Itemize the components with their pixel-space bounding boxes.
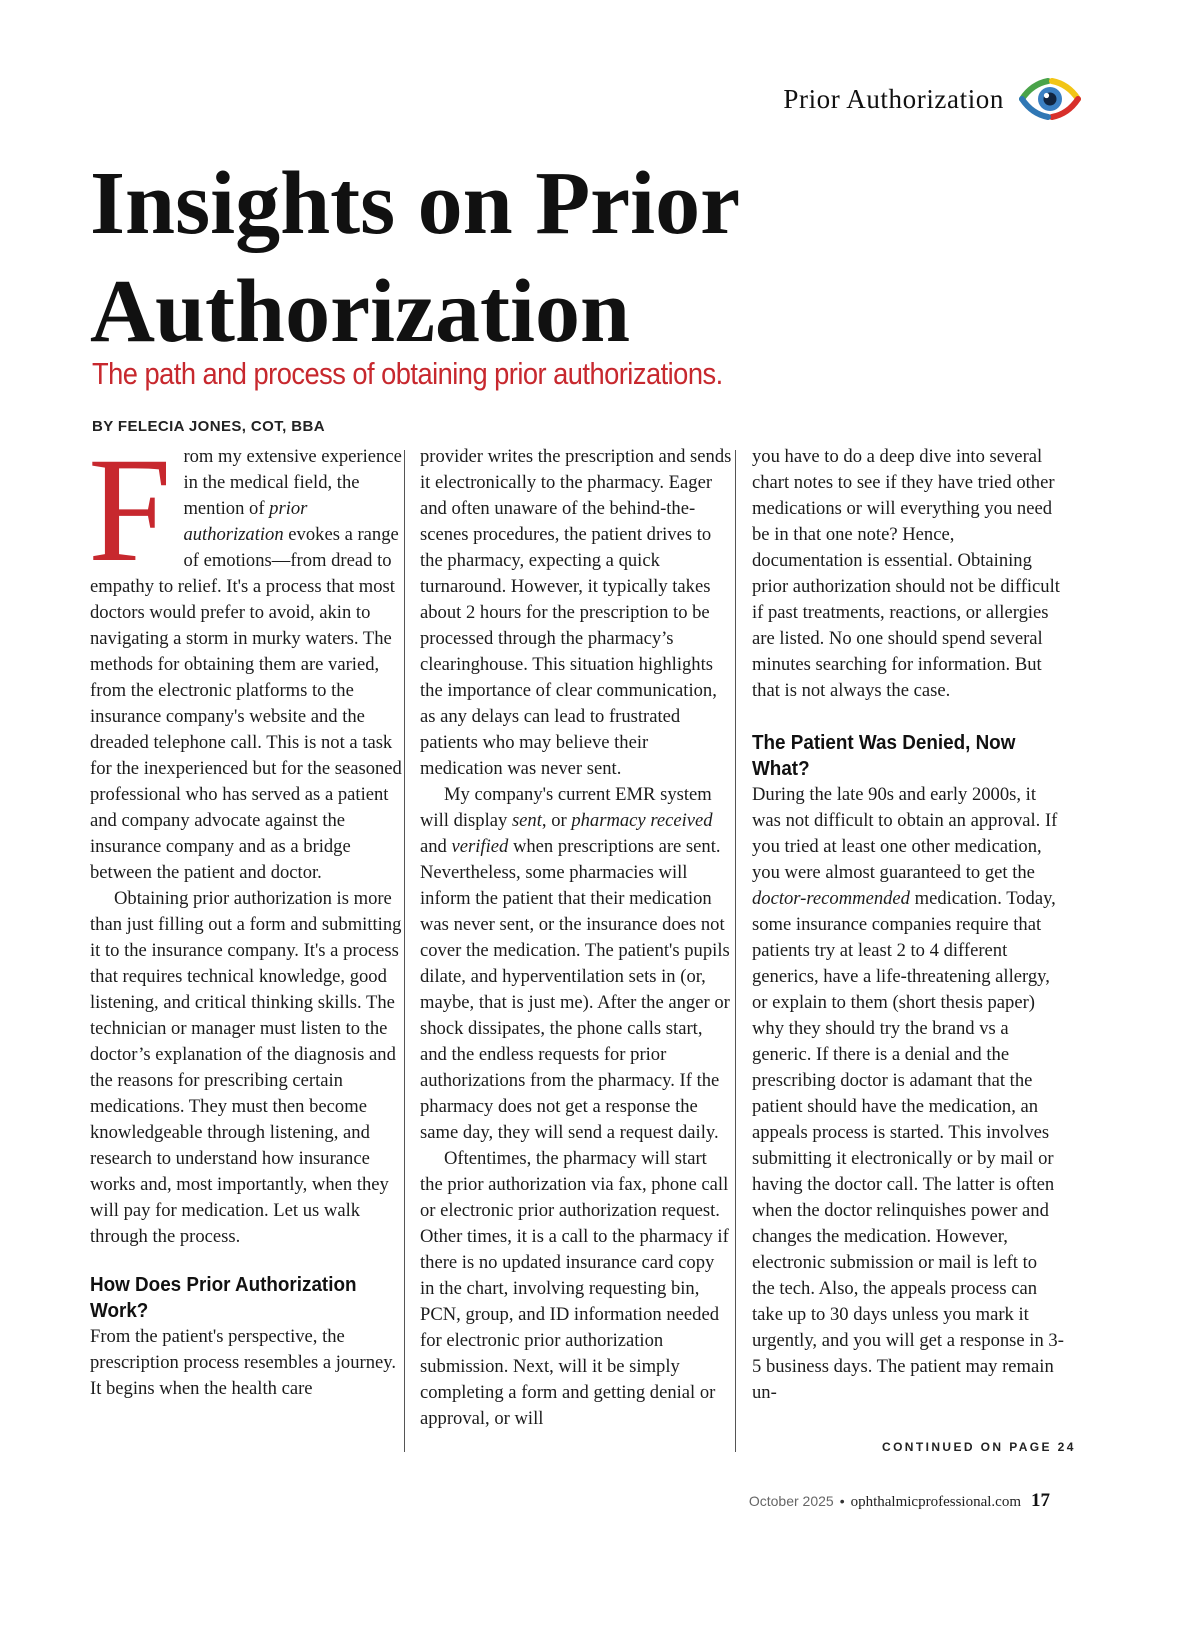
paragraph <box>88 427 402 886</box>
author-byline: BY FELECIA JONES, COT, BBA <box>92 418 325 435</box>
paragraph: Obtaining prior authorization is more than just filling out a form and submitting it to the insurance company. It's a process that requires technical knowledge, good listening, and critical thinking skills. The technician or manager must listen to the doctor’s explanation of the diagnosis and the reasons for prescribing certain medications. They must then become knowledgeable through listening, and research to understand how insurance works and, most importantly, when they will pay for medication. Let us walk through the process. <box>90 888 402 1247</box>
section-label: Prior Authorization <box>783 83 1004 114</box>
section-header <box>783 76 1082 122</box>
column-divider <box>735 450 736 1452</box>
section-heading: How Does Prior Authorization Work? <box>90 1273 357 1322</box>
paragraph: From the patient's perspective, the prescription process resembles a journey. It begins when the health care <box>90 1326 397 1399</box>
emphasis-text: doctor-recommended <box>752 888 910 909</box>
text-run: evokes a range of emotions—from dread to empathy to relief. It's a process that most doctors would prefer to avoid, akin to navigating a storm in murky waters. The methods for obtaining them are varied, from the electronic platforms to the insurance company's website and the dreaded telephone call. This is not a task for the inexperienced but for the seasoned professional who has served as a patient and company advocate against the insurance company and as a bridge between the patient and doctor. <box>90 524 402 883</box>
emphasis-text: verified <box>451 836 509 857</box>
paragraph: you have to do a deep dive into several chart notes to see if they have tried other medications or will everything you need be in that one note? Hence, documentation is essential. Obtaining prior authorization should not be difficult if past treatments, reactions, or allergies are listed. No one should spend several minutes searching for information. But that is not always the case. <box>752 446 1060 701</box>
issue-date: October 2025 <box>748 1493 834 1509</box>
article-title: Insights on Prior Authorization <box>90 154 739 361</box>
page-number: 17 <box>1031 1490 1050 1511</box>
eye-icon <box>1018 76 1082 122</box>
text-run: when prescriptions are sent. Nevertheless, some pharmacies will inform the patient that their medication was never sent, or the insurance does not cover the medication. The patient's pupils dilate, and hyperventilation sets in (or, maybe, that is just me). After the anger or shock dissipates, the phone calls start, and the endless requests for prior authorizations from the pharmacy. If the pharmacy does not get a response the same day, they will send a request daily. <box>420 836 730 1143</box>
drop-cap: F <box>88 427 172 593</box>
continued-notice: CONTINUED ON PAGE 24 <box>882 1440 1076 1454</box>
paragraph <box>752 782 1064 1406</box>
section-heading: The Patient Was Denied, Now What? <box>752 731 1016 780</box>
emphasis-text: pharmacy received <box>571 810 713 831</box>
paragraph: Oftentimes, the pharmacy will start the prior authorization via fax, phone call or electronic prior authorization request. Other times, it is a call to the pharmacy if there is no updated insurance card copy in the chart, involving requesting bin, PCN, group, and ID information needed for electronic prior authorization submission. Next, will it be simply completing a form and getting denial or approval, or will <box>420 1148 729 1429</box>
text-run: During the late 90s and early 2000s, it was not difficult to obtain an approval. If you tried at least one other medication, you were almost guaranteed to get the <box>752 784 1058 883</box>
emphasis-text: prior authorization <box>183 498 308 545</box>
article-column-3 <box>752 444 1064 1406</box>
article-column-2 <box>420 444 732 1432</box>
footer-separator: • <box>839 1493 845 1509</box>
text-run: medication. Today, some insurance companies require that patients try at least 2 to 4 different generics, have a life-threatening allergy, or explain to them (short thesis paper) why they should try the brand vs a generic. If there is a denial and the prescribing doctor is adamant that the patient should have the medication, an appeals process is started. This involves submitting it electronically or by mail or having the doctor call. The latter is often when the doctor relinquishes power and changes the medication. However, electronic submission or mail is left to the tech. Also, the appeals process can take up to 30 days unless you mark it urgently, and you will get a response in 3-5 business days. The patient may remain un- <box>752 888 1064 1403</box>
paragraph: provider writes the prescription and sends it electronically to the pharmacy. Eager and often unaware of the behind-the-scenes procedures, the patient drives to the pharmacy, expecting a quick turnaround. However, it typically takes about 2 hours for the prescription to be processed through the pharmacy’s clearinghouse. This situation highlights the importance of clear communication, as any delays can lead to frustrated patients who may believe their medication was never sent. <box>420 446 732 779</box>
text-run: and <box>420 836 452 857</box>
column-divider <box>404 450 405 1452</box>
website-link[interactable]: ophthalmicprofessional.com <box>850 1494 1021 1510</box>
text-run: , or <box>541 810 572 831</box>
emphasis-text: sent <box>511 810 542 831</box>
article-column-1 <box>88 427 402 1402</box>
text-run: My company's current EMR system will display <box>420 784 712 831</box>
article-subtitle: The path and process of obtaining prior authorizations. <box>92 356 723 391</box>
paragraph <box>420 782 732 1146</box>
text-run: rom my extensive experience in the medical field, the mention of <box>183 446 402 519</box>
page-footer <box>749 1490 1050 1512</box>
